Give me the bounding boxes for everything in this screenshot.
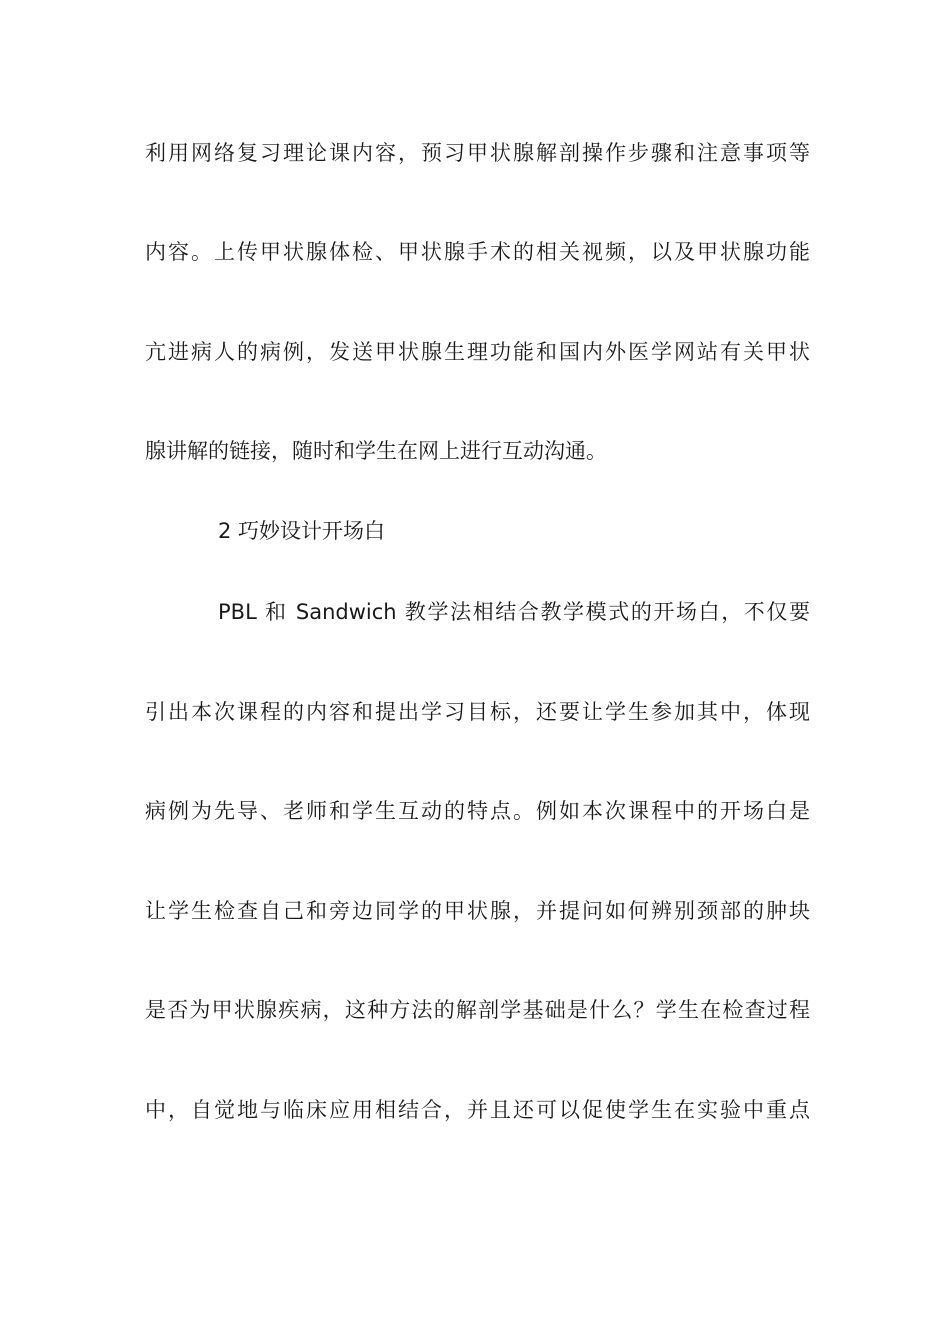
paragraph-2-line-1: PBL 和 Sandwich 教学法相结合教学模式的开场白，不仅要 <box>218 600 810 624</box>
paragraph-2-line-6: 中，自觉地与临床应用相结合，并且还可以促使学生在实验中重点 <box>145 1098 810 1122</box>
paragraph-1-line-3: 亢进病人的病例，发送甲状腺生理功能和国内外医学网站有关甲状 <box>145 340 810 364</box>
paragraph-2-line-4: 让学生检查自己和旁边同学的甲状腺，并提问如何辨别颈部的肿块 <box>145 899 810 923</box>
section-heading: 2 巧妙设计开场白 <box>218 519 386 543</box>
paragraph-1-line-2: 内容。上传甲状腺体检、甲状腺手术的相关视频，以及甲状腺功能 <box>145 240 810 264</box>
paragraph-2-line-5: 是否为甲状腺疾病，这种方法的解剖学基础是什么？学生在检查过程 <box>145 998 810 1022</box>
paragraph-1-line-4: 腺讲解的链接，随时和学生在网上进行互动沟通。 <box>145 439 607 463</box>
paragraph-1-line-1: 利用网络复习理论课内容，预习甲状腺解剖操作步骤和注意事项等 <box>145 141 810 165</box>
paragraph-2-line-2: 引出本次课程的内容和提出学习目标，还要让学生参加其中，体现 <box>145 700 810 724</box>
paragraph-2-line-3: 病例为先导、老师和学生互动的特点。例如本次课程中的开场白是 <box>145 799 810 823</box>
